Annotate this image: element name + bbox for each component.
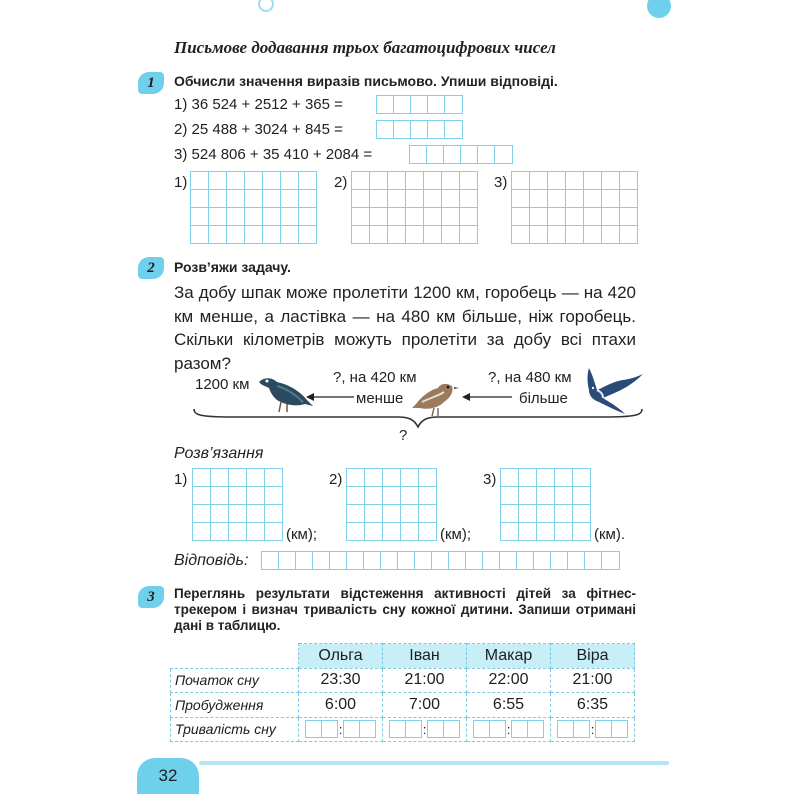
answer-boxes-1[interactable]: [376, 95, 463, 114]
table-corner: [171, 644, 299, 669]
table-cell: 23:30: [299, 668, 383, 693]
unit-label-3: (км).: [594, 526, 626, 543]
column-header: Віра: [551, 644, 635, 669]
table-cell: 21:00: [551, 668, 635, 693]
unit-label-1: (км);: [286, 526, 318, 543]
expression-1: 1) 36 524 + 2512 + 365 =: [174, 96, 343, 113]
solution-label-2: 2): [329, 471, 343, 488]
work-label-2: 2): [334, 174, 348, 191]
table-cell: 21:00: [383, 668, 467, 693]
task-1-instruction: Обчисли значення виразів письмово. Упиши відповіді.: [174, 73, 558, 89]
duration-input[interactable]: :: [551, 717, 635, 742]
answer-line-boxes[interactable]: [261, 551, 620, 570]
expression-3: 3) 524 806 + 35 410 + 2084 =: [174, 146, 373, 163]
bottom-divider: [199, 761, 669, 765]
column-header: Ольга: [299, 644, 383, 669]
work-grid-1[interactable]: [190, 171, 317, 244]
total-brace: [192, 407, 644, 429]
unit-label-2: (км);: [440, 526, 472, 543]
table-row: [171, 717, 635, 742]
task-1-badge: 1: [138, 72, 164, 94]
expression-2: 2) 25 488 + 3024 + 845 =: [174, 121, 343, 138]
work-grid-3[interactable]: [511, 171, 638, 244]
solution-label-3: 3): [483, 471, 497, 488]
solution-heading: Розв’язання: [174, 445, 264, 462]
task-3-badge: 3: [138, 586, 164, 608]
table-cell: 7:00: [383, 693, 467, 718]
decorative-circle-right: [647, 0, 671, 18]
solution-label-1: 1): [174, 471, 188, 488]
work-label-3: 3): [494, 174, 508, 191]
task-3-instruction: Переглянь результати відстеження активності дітей за фітнес-трекером і визнач тривалість сну кожної дитини. Запиши отримані дані в таблицю.: [174, 586, 636, 633]
word-problem: За добу шпак може пролетіти 1200 км, горобець — на 420 км менше, а ластівка — на 480 км більше, ніж горобець. Скільки кілометрів можуть пролетіти за добу всі птахи разом?: [174, 283, 636, 373]
arrow-to-starling: [306, 392, 356, 402]
sparrow-less-label: менше: [356, 390, 404, 407]
sleep-table: [170, 643, 635, 742]
task-2-badge: 2: [138, 257, 164, 279]
table-row: [171, 693, 635, 718]
solution-grid-3[interactable]: [500, 468, 591, 541]
work-grid-2[interactable]: [351, 171, 478, 244]
sparrow-diff-label: ?, на 420 км: [333, 369, 417, 386]
answer-boxes-2[interactable]: [376, 120, 463, 139]
table-cell: 6:00: [299, 693, 383, 718]
total-question: ?: [399, 427, 408, 444]
row-header: Тривалість сну: [171, 717, 299, 742]
table-cell: 22:00: [467, 668, 551, 693]
table-cell: 6:55: [467, 693, 551, 718]
answer-boxes-3[interactable]: [409, 145, 513, 164]
starling-distance: 1200 км: [195, 376, 250, 393]
table-row: [171, 668, 635, 693]
solution-grid-2[interactable]: [346, 468, 437, 541]
decorative-circle-left: [258, 0, 274, 12]
page-number: 32: [137, 758, 199, 794]
page-title: Письмове додавання трьох багатоцифрових чисел: [174, 38, 556, 57]
work-label-1: 1): [174, 174, 188, 191]
swallow-diff-label: ?, на 480 км: [488, 369, 572, 386]
task-2-instruction: Розв’яжи задачу.: [174, 259, 291, 275]
solution-grid-1[interactable]: [192, 468, 283, 541]
row-header: Пробудження: [171, 693, 299, 718]
answer-label: Відповідь:: [174, 552, 249, 569]
swallow-more-label: більше: [519, 390, 568, 407]
column-header: Іван: [383, 644, 467, 669]
table-cell: 6:35: [551, 693, 635, 718]
column-header: Макар: [467, 644, 551, 669]
duration-input[interactable]: :: [299, 717, 383, 742]
arrow-to-sparrow: [462, 392, 514, 402]
duration-input[interactable]: :: [383, 717, 467, 742]
duration-input[interactable]: :: [467, 717, 551, 742]
row-header: Початок сну: [171, 668, 299, 693]
